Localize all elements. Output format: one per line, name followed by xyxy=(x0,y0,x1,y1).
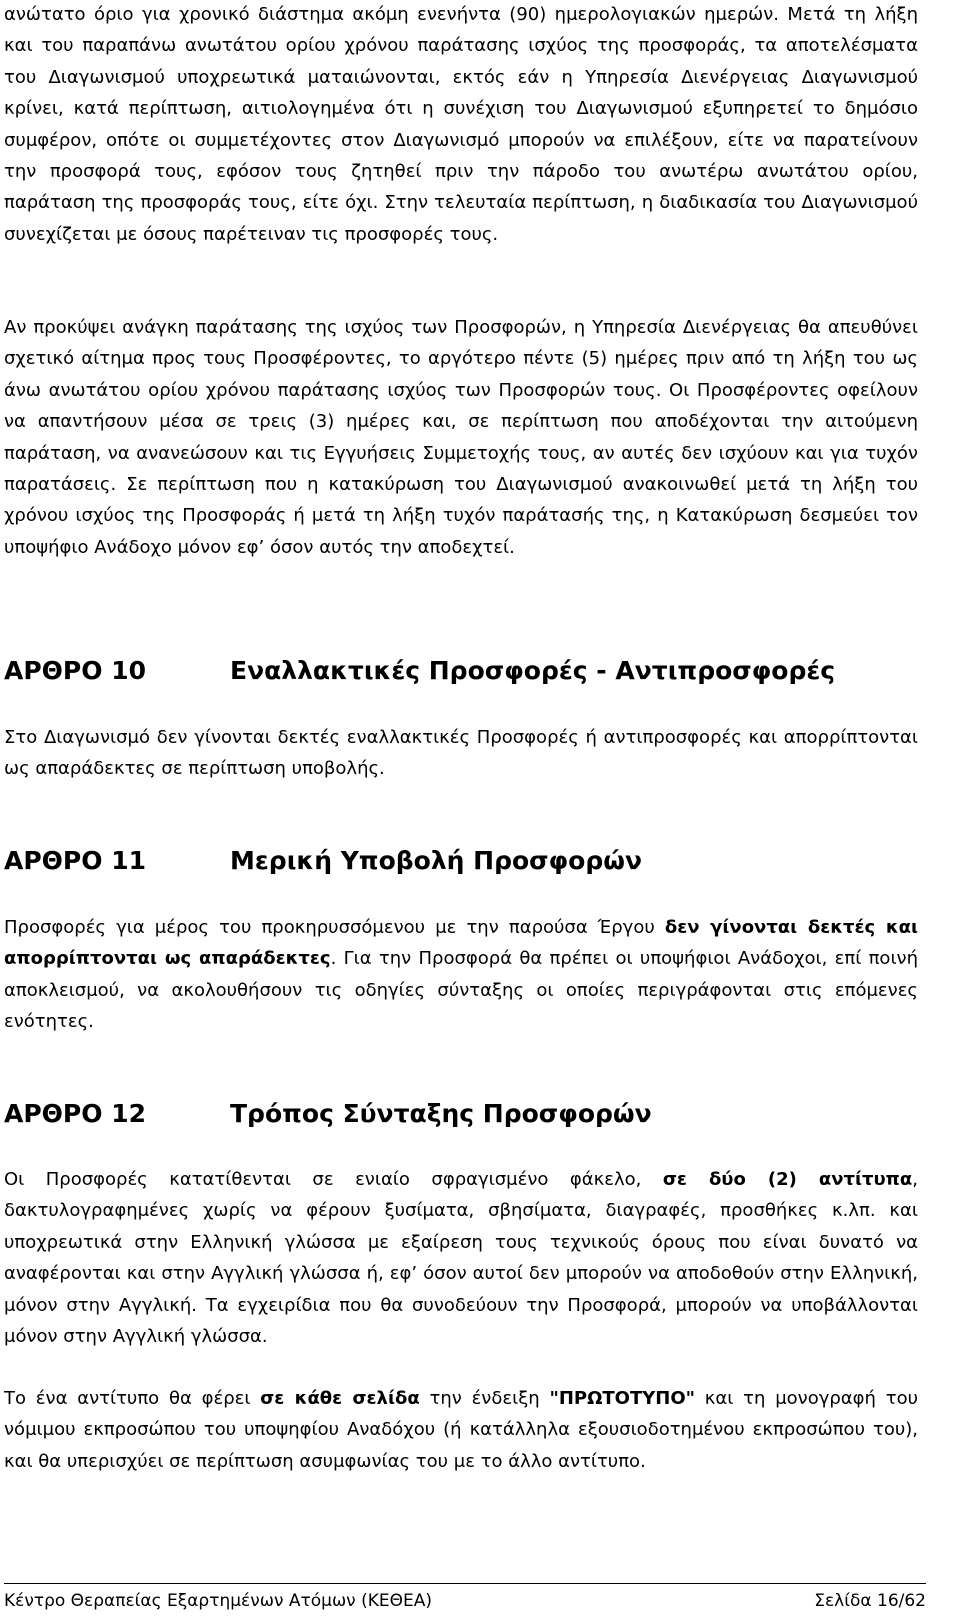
footer-organization: Κέντρο Θεραπείας Εξαρτημένων Ατόμων (ΚΕΘΕΑ) xyxy=(4,1591,432,1611)
article-12-title: Τρόπος Σύνταξης Προσφορών xyxy=(230,1099,652,1128)
article-10-number: ΑΡΘΡΟ 10 xyxy=(4,656,146,685)
paragraph-extension-request: Αν προκύψει ανάγκη παράτασης της ισχύος των Προσφορών, η Υπηρεσία Διενέργειας θα απευθύνει σχετικό αίτημα προς τους Προσφέροντες, το αργότερο πέντε (5) ημέρες πριν από τη λήξη του ως άνω ανωτάτου ορίου χρόνου παράτασης ισχύος των Προσφορών τους. Οι Προσφέροντες οφείλουν να απαντήσουν μέσα σε τρεις (3) ημέρες και, σε περίπτωση που αποδέχονται την αιτούμενη παράταση, να ανανεώσουν και τις Εγγυήσεις Συμμετοχής τους, αν αυτές δεν ισχύουν και για τυχόν παρατάσεις. Σε περίπτωση που η κατακύρωση του Διαγωνισμού ανακοινωθεί μετά τη λήξη του χρόνου ισχύος της Προσφοράς ή μετά τη λήξη τυχόν παράτασής της, η Κατακύρωση δεσμεύει τον υποψήφιο Ανάδοχο μόνον εφ’ όσον αυτός την αποδεχτεί. xyxy=(4,317,918,558)
page-footer xyxy=(4,1583,926,1618)
article-11-emphasis: δεν γίνονται δεκτές και απορρίπτονται ως απαράδεκτες xyxy=(4,917,918,970)
article-12-paragraph-2 xyxy=(4,1383,918,1477)
article-12-emphasis-every-page: σε κάθε σελίδα xyxy=(260,1388,420,1409)
article-12-text-part: και τη μονογραφή του νόμιμου εκπροσώπου του υποψηφίου Αναδόχου (ή κατάλληλα εξουσιοδοτημένου εκπροσώπου του), και θα υπερισχύει σε περίπτωση ασυμφωνίας του με το άλλο αντίτυπο. xyxy=(4,1388,918,1472)
article-12-heading xyxy=(4,1098,918,1130)
article-12-paragraph-1 xyxy=(4,1164,918,1352)
article-11-title: Μερική Υποβολή Προσφορών xyxy=(230,846,642,875)
article-11-text-part: Προσφορές για μέρος του προκηρυσσόμενου με την παρούσα Έργου xyxy=(4,917,665,938)
article-12-text-part: Οι Προσφορές κατατίθενται σε ενιαίο σφραγισμένο φάκελο, xyxy=(4,1169,663,1190)
article-11-text-part: . Για την Προσφορά θα πρέπει οι υποψήφιοι Ανάδοχοι, επί ποινή αποκλεισμού, να ακολουθήσουν τις οδηγίες σύνταξης οι οποίες περιγράφονται στις επόμενες ενότητες. xyxy=(4,948,918,1033)
paragraph-offer-validity-extension: ανώτατο όριο για χρονικό διάστημα ακόμη ενενήντα (90) ημερολογιακών ημερών. Μετά τη λήξη και του παραπάνω ανωτάτου ορίου χρόνου παράτασης ισχύος της προσφοράς, τα αποτελέσματα του Διαγωνισμού υποχρεωτικά ματαιώνονται, εκτός εάν η Υπηρεσία Διενέργειας Διαγωνισμού κρίνει, κατά περίπτωση, αιτιολογημένα ότι η συνέχιση του Διαγωνισμού εξυπηρετεί το δημόσιο συμφέρον, οπότε οι συμμετέχοντες στον Διαγωνισμό μπορούν να επιλέξουν, είτε να παρατείνουν την προσφορά τους, εφόσον τους ζητηθεί πριν την πάροδο του ανωτέρω ανωτάτου ορίου, παράταση της προσφοράς τους, είτε όχι. Στην τελευταία περίπτωση, η διαδικασία του Διαγωνισμού συνεχίζεται με όσους παρέτειναν τις προσφορές τους. xyxy=(4,4,918,245)
article-10-title: Εναλλακτικές Προσφορές - Αντιπροσφορές xyxy=(230,656,836,685)
article-11-text xyxy=(4,912,918,1038)
footer-page-number: Σελίδα 16/62 xyxy=(814,1591,926,1611)
article-11-number: ΑΡΘΡΟ 11 xyxy=(4,846,146,875)
article-11-heading xyxy=(4,845,918,877)
article-10-text: Στο Διαγωνισμό δεν γίνονται δεκτές εναλλακτικές Προσφορές ή αντιπροσφορές και απορρίπτονται ως απαράδεκτες σε περίπτωση υποβολής. xyxy=(4,727,918,780)
article-10-heading xyxy=(4,655,918,687)
article-12-emphasis-original: "ΠΡΩΤΟΤΥΠΟ" xyxy=(549,1388,696,1409)
article-12-text-part: Το ένα αντίτυπο θα φέρει xyxy=(4,1388,261,1409)
article-12-number: ΑΡΘΡΟ 12 xyxy=(4,1099,146,1128)
article-12-text-part: την ένδειξη xyxy=(419,1388,550,1409)
article-12-emphasis-copies: σε δύο (2) αντίτυπα xyxy=(662,1169,913,1190)
article-12-text-part: , δακτυλογραφημένες χωρίς να φέρουν ξυσίματα, σβησίματα, διαγραφές, προσθήκες κ.λπ. και υποχρεωτικά στην Ελληνική γλώσσα με εξαίρεση τους τεχνικούς όρους που είναι δυνατό να αναφέρονται και στην Αγγλική γλώσσα ή, εφ’ όσον αυτοί δεν μπορούν να αποδοθούν στην Ελληνική, μόνον στην Αγγλική. Τα εγχειρίδια που θα συνοδεύουν την Προσφορά, μπορούν να υποβάλλονται μόνον στην Αγγλική γλώσσα. xyxy=(4,1169,919,1348)
